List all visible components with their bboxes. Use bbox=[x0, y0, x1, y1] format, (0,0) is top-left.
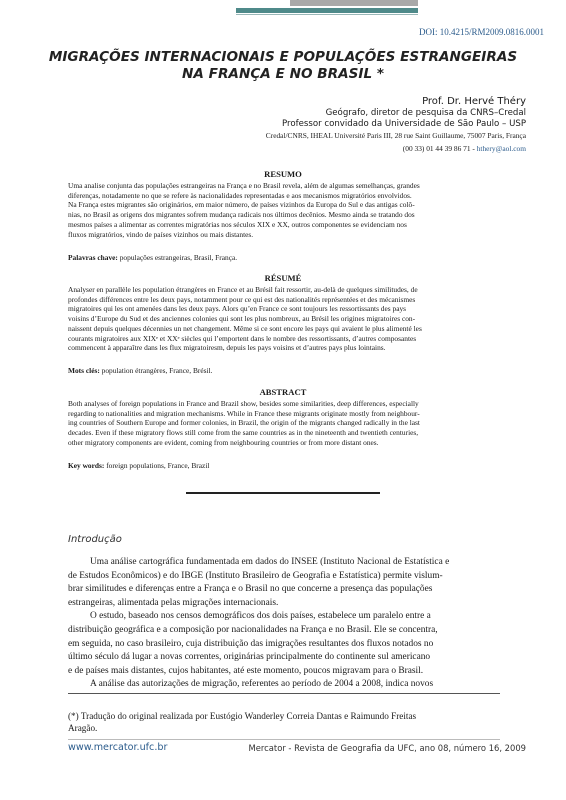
intro-line: brar similitudes e diferenças entre a França e o Brasil no que concerne a presença das populações bbox=[68, 584, 433, 595]
resumo-line: diferenças, notadamente no que se refere às nacionalidades representadas e aos mecanismos migratórios envolvidos. bbox=[68, 190, 412, 200]
resumo-keywords-value: populações estrangeiras, Brasil, França. bbox=[117, 253, 238, 262]
abstract-line: regarding to nationalities and migration mechanisms. While in France these migrants originate mostly from neighbour- bbox=[68, 408, 420, 418]
title-line: MIGRAÇÕES INTERNACIONAIS E POPULAÇÕES ESTRANGEIRAS bbox=[48, 49, 518, 65]
footnote-rule bbox=[68, 693, 500, 694]
footer-rule bbox=[68, 739, 500, 740]
intro-line: O estudo, baseado nos censos demográficos dos dois países, estabelece um paralelo entre a bbox=[90, 611, 431, 622]
resume-line: profondes différences entre les deux pays, notamment pour ce qui est des nationalités représentées et des mécanismes bbox=[68, 294, 416, 304]
author-affiliation: Credal/CNRS, IHEAL Université Paris III, 28 rue Saint Guillaume, 75007 Paris, França bbox=[265, 131, 526, 140]
intro-line: Uma análise cartográfica fundamentada em dados do INSEE (Instituto Nacional de Estatística e bbox=[90, 557, 450, 567]
resume-heading: RÉSUMÉ bbox=[264, 273, 302, 283]
footnote-line: (*) Tradução do original realizada por Eustógio Wanderley Correia Dantas e Raimundo Freitas bbox=[68, 711, 417, 721]
resume-body bbox=[68, 285, 500, 353]
abstract-heading: ABSTRACT bbox=[259, 387, 307, 397]
resumo-line: fluxos migratórios, vindo de países vizinhos ou mais distantes. bbox=[68, 229, 254, 239]
site-link[interactable]: www.mercator.ufc.br bbox=[68, 742, 168, 753]
header-thin-rule bbox=[236, 14, 418, 15]
resume-line: naissent depuis quelques décennies un net changement. Même si ce sont encore les pays qui avaient le plus alimenté les bbox=[68, 323, 422, 333]
intro-line: em seguida, no caso brasileiro, cuja distribuição das imigrações resultantes dos fluxos notados no bbox=[68, 638, 434, 649]
resumo-body bbox=[68, 181, 500, 239]
resumo-line: nias, no Brasil as origens dos migrantes sofrem mudança radicais nos últimos decênios. Mesmo ainda se tratando dos bbox=[68, 210, 415, 220]
resume-line: courants migratoires aux XIXᵉ et XXᵉ siècles qui l’emportent dans le nombre des ressortissants, d’autres composantes bbox=[68, 333, 417, 343]
abstract-keywords-label: Key words: bbox=[68, 461, 105, 470]
resume-line: migratoires qui les ont amenées dans les deux pays. Alors qu’en France ce sont toujours les ressortissants des pays bbox=[68, 304, 407, 314]
resumo-keywords-label: Palavras chave: bbox=[68, 253, 118, 262]
resumo-line: Uma analise conjunta das populações estrangeiras na França e no Brasil revela, além de algumas semelhanças, grandes bbox=[68, 181, 420, 190]
intro-line: e de países mais distantes, cujos habitantes, até este momento, poucos migravam para o Brasil. bbox=[68, 665, 424, 676]
author-position: Professor convidado da Universidade de São Paulo – USP bbox=[281, 119, 526, 129]
intro-line: estrangeiras, alimentada pelas migrações internacionais. bbox=[68, 597, 279, 608]
abstract-line: ing countries of Southern Europe and former colonies, in Brazil, the origin of the migrants changed radically in the last bbox=[68, 418, 420, 428]
header-grey-bar bbox=[290, 0, 418, 6]
article-title bbox=[40, 49, 526, 83]
author-name: Prof. Dr. Hervé Théry bbox=[422, 96, 526, 107]
intro-line: distribuição geográfica e a composição por nacionalidades na França e no Brasil. Ele se concentra, bbox=[68, 624, 438, 635]
resumo-line: mesmos países a alimentar as correntes migratórias nos séculos XIX e XX, outros componentes se evidenciam nos bbox=[68, 219, 407, 229]
resume-line: voisins d’Europe du Sud et des anciennes colonies qui sont les plus nombreux, au Brésil les origines migratoires con- bbox=[68, 314, 416, 324]
abstract-keywords-value: foreign populations, France, Brazil bbox=[104, 461, 210, 470]
resume-keywords-value: population étrangères, France, Brésil. bbox=[99, 366, 213, 375]
resumo-line: Na França estes migrantes são originários, em maior número, de países vizinhos da Europa do Sul e das antigas colô- bbox=[68, 200, 415, 210]
intro-paragraph bbox=[68, 556, 500, 692]
journal-citation: Mercator - Revista de Geografia da UFC, ano 08, número 16, 2009 bbox=[248, 743, 526, 753]
abstract-line: Both analyses of foreign populations in France and Brazil show, besides some similarities, deep differences, especially bbox=[68, 399, 419, 408]
resumo-heading: RESUMO bbox=[264, 169, 302, 179]
resume-keywords-label: Mots clés: bbox=[68, 366, 100, 375]
author-email-link[interactable]: hthery@aol.com bbox=[476, 144, 526, 153]
abstract-body bbox=[68, 399, 500, 448]
resume-line: Analyser en parallèle les population étrangères en France et au Brésil fait ressortir, au-delà de quelques similitudes, de bbox=[68, 285, 418, 294]
abstract-line: other migratory components are evident, coming from neighbouring countries or from more distant ones. bbox=[68, 437, 379, 447]
author-phone: (00 33) 01 44 39 86 71 - bbox=[402, 144, 477, 153]
abstract-keywords bbox=[68, 461, 500, 471]
intro-line: de Estudos Econômicos) e do IBGE (Instituto Brasileiro de Geografia e Estatística) permite vislum- bbox=[68, 570, 443, 581]
resume-keywords bbox=[68, 366, 500, 376]
author-role: Geógrafo, diretor de pesquisa da CNRS–Credal bbox=[325, 108, 526, 118]
intro-line: último século dá lugar a novas correntes, originárias principalmente do continente sul americano bbox=[68, 652, 431, 663]
title-line: NA FRANÇA E NO BRASIL * bbox=[182, 66, 384, 82]
resumo-keywords bbox=[68, 253, 500, 263]
header-teal-bar bbox=[236, 8, 418, 13]
section-separator bbox=[186, 492, 380, 494]
doi-label[interactable]: DOI: 10.4215/RM2009.0816.0001 bbox=[418, 27, 544, 37]
author-contact bbox=[403, 144, 526, 153]
intro-line: A análise das autorizações de migração, referentes ao período de 2004 a 2008, indica novos bbox=[90, 679, 434, 690]
abstract-line: decades. Even if these migratory flows still come from the same countries as in the nineteenth and twentieth centuries, bbox=[68, 428, 419, 438]
footnote bbox=[68, 710, 500, 734]
intro-heading: Introdução bbox=[68, 534, 122, 545]
resume-line: commencent à apparaître dans les flux migratoiresm, depuis les pays voisins et d’autres pays plus lointains. bbox=[68, 343, 386, 353]
footnote-line: Aragão. bbox=[68, 723, 98, 733]
